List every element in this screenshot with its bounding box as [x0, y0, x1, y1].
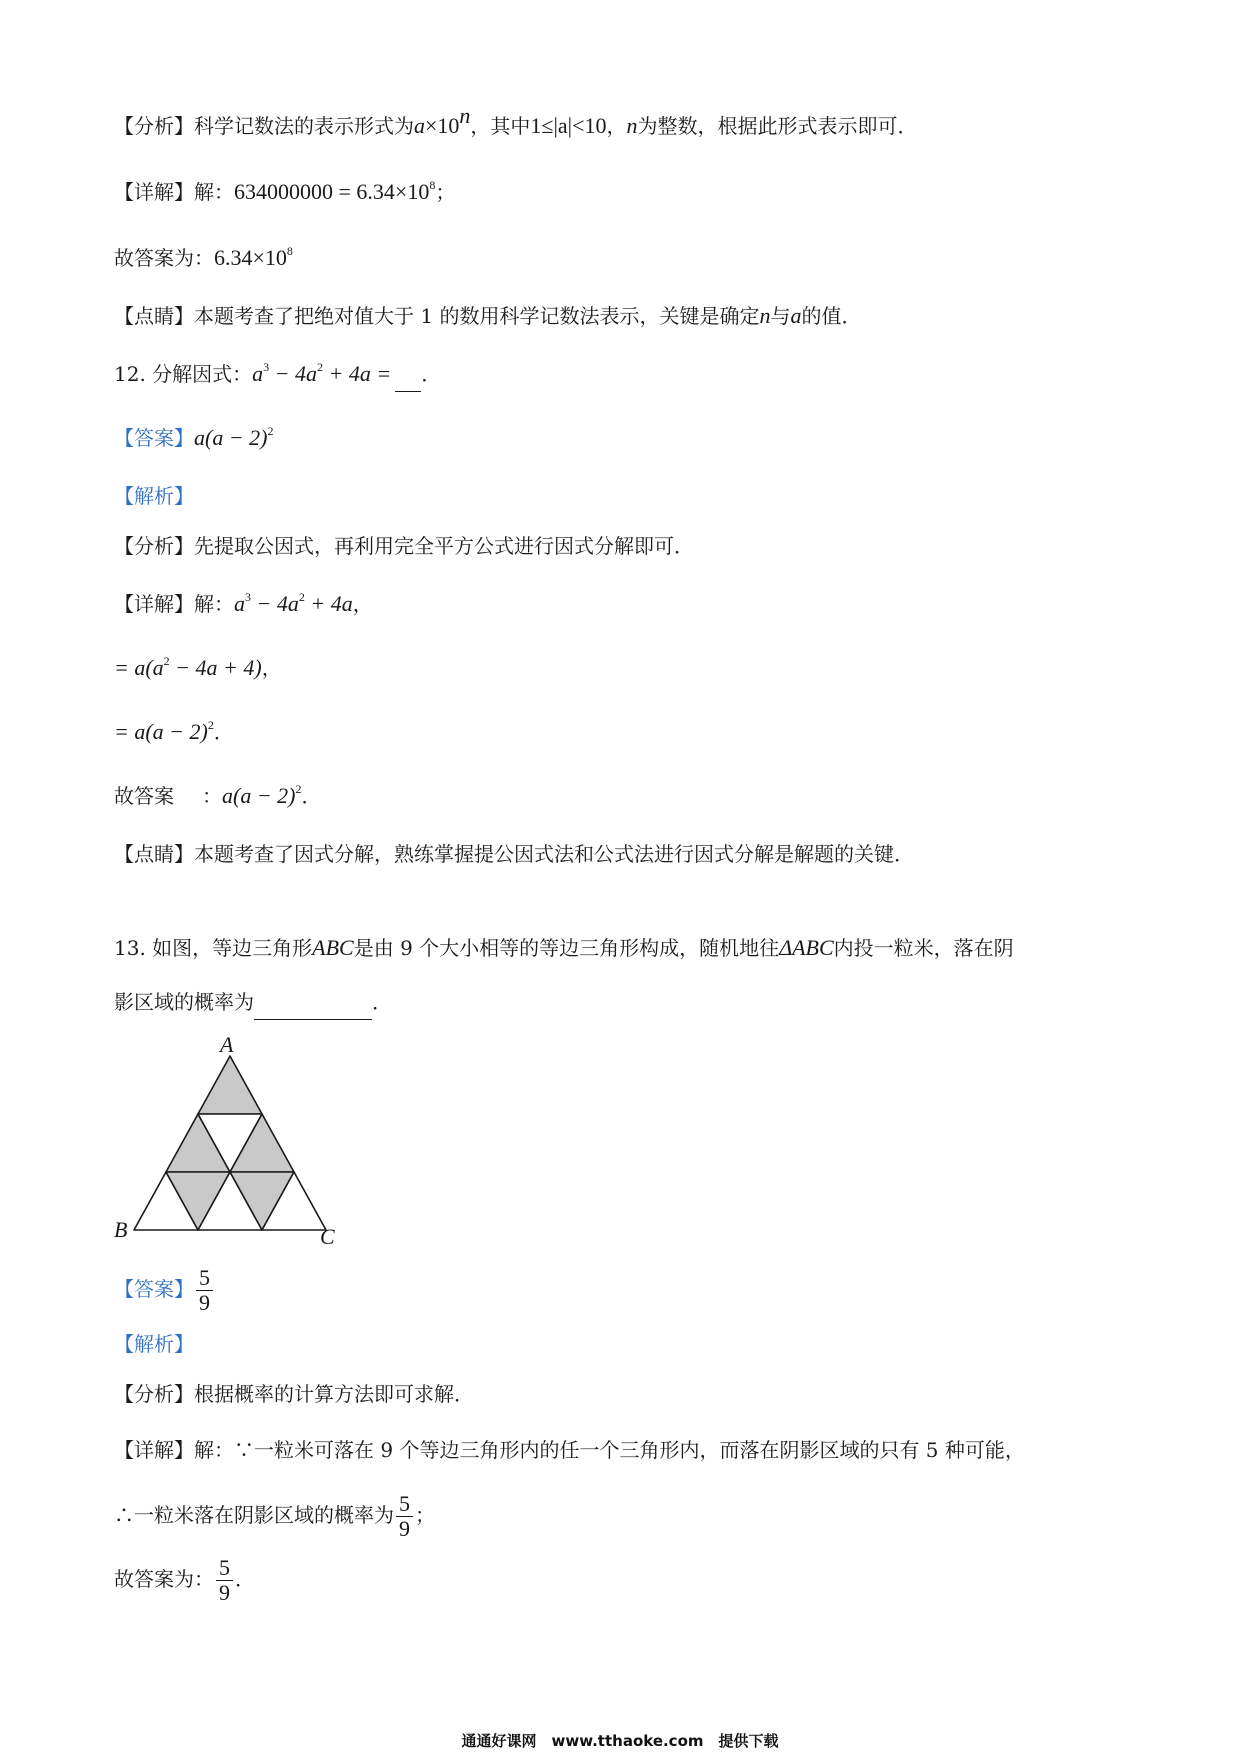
- q13-stem-line1: 13. 如图，等边三角形ABC是由 9 个大小相等的等边三角形构成，随机地往ΔABC内投一粒米，落在阴: [114, 935, 1014, 960]
- q13-therefore: ∴一粒米落在阴影区域的概率为 $\frac{5}{9}$ ；: [114, 1491, 435, 1541]
- fraction: $\frac{5}{9}$: [196, 1266, 213, 1315]
- answer-blank: [395, 363, 421, 392]
- comment-tag: 【点睛】: [114, 842, 194, 866]
- jiexi-tag: 【解析】: [114, 1332, 194, 1356]
- answer-tag: 【答案】: [114, 426, 194, 450]
- q12-jiexi: [114, 482, 194, 510]
- fraction: $\frac{5}{9}$: [216, 1556, 233, 1605]
- q12-final-answer: 故答案 ：$a(a - 2)^2$．: [114, 782, 322, 808]
- vertex-label-b: B: [114, 1217, 128, 1242]
- q12-detail: 【详解】解：$a^3 - 4a^2 + 4a$，: [114, 590, 373, 616]
- q13-jiexi: [114, 1330, 194, 1358]
- fraction: $\frac{5}{9}$: [396, 1492, 413, 1541]
- q12-step1: = $a(a^2 - 4a + 4)$，: [114, 654, 282, 680]
- comment-tag: 【点睛】: [114, 304, 194, 328]
- triangle-figure: [110, 1034, 350, 1244]
- q13-detail: 【详解】解：∵一粒米可落在 9 个等边三角形内的任一个三角形内，而落在阴影区域的只有 5 种可能，: [114, 1438, 1025, 1462]
- q12-step2: = $a(a - 2)^2$．: [114, 718, 234, 744]
- q11-detail: 【详解】解：$634000000 = 6.34\times 10^8$；: [114, 178, 456, 204]
- q13-analysis: 【分析】根据概率的计算方法即可求解．: [114, 1382, 474, 1406]
- detail-tag: 【详解】: [114, 1438, 194, 1462]
- vertex-label-c: C: [320, 1224, 335, 1244]
- q11-comment: 【点睛】本题考查了把绝对值大于 1 的数用科学记数法表示，关键是确定n与a的值．: [114, 303, 862, 328]
- q12-comment: 【点睛】本题考查了因式分解，熟练掌握提公因式法和公式法进行因式分解是解题的关键．: [114, 842, 914, 866]
- analysis-tag: 【分析】: [114, 1382, 194, 1406]
- analysis-tag: 【分析】: [114, 114, 194, 138]
- detail-tag: 【详解】: [114, 180, 194, 204]
- answer-blank: [254, 991, 372, 1020]
- q12-analysis: 【分析】先提取公因式，再利用完全平方公式进行因式分解即可．: [114, 534, 694, 558]
- jiexi-tag: 【解析】: [114, 484, 194, 508]
- q12-answer: 【答案】$a(a - 2)^2$: [114, 424, 274, 450]
- vertex-label-a: A: [220, 1034, 234, 1057]
- subtriangle: [198, 1056, 262, 1114]
- q13-stem-line2: 影区域的概率为 ．: [114, 988, 392, 1020]
- q11-analysis: 【分析】科学记数法的表示形式为$a\times 10^n$，其中1≤|a|<10，n为整数，根据此形式表示即可．: [114, 103, 918, 138]
- analysis-tag: 【分析】: [114, 534, 194, 558]
- q12-stem: 12. 分解因式：$a^3 - 4a^2 + 4a$ = ．: [114, 360, 441, 392]
- question-number: 12.: [114, 362, 146, 386]
- question-number: 13.: [114, 936, 146, 960]
- triangle-grid: [134, 1056, 326, 1230]
- detail-tag: 【详解】: [114, 592, 194, 616]
- q11-answer: 故答案为：$6.34\times 10^8$: [114, 244, 293, 270]
- answer-tag: 【答案】: [114, 1277, 194, 1301]
- q13-answer: [114, 1266, 215, 1315]
- page-footer: 通通好课网 www.tthaoke.com 提供下载: [461, 1732, 779, 1750]
- q13-final-answer: 故答案为： $\frac{5}{9}$ ．: [114, 1555, 255, 1605]
